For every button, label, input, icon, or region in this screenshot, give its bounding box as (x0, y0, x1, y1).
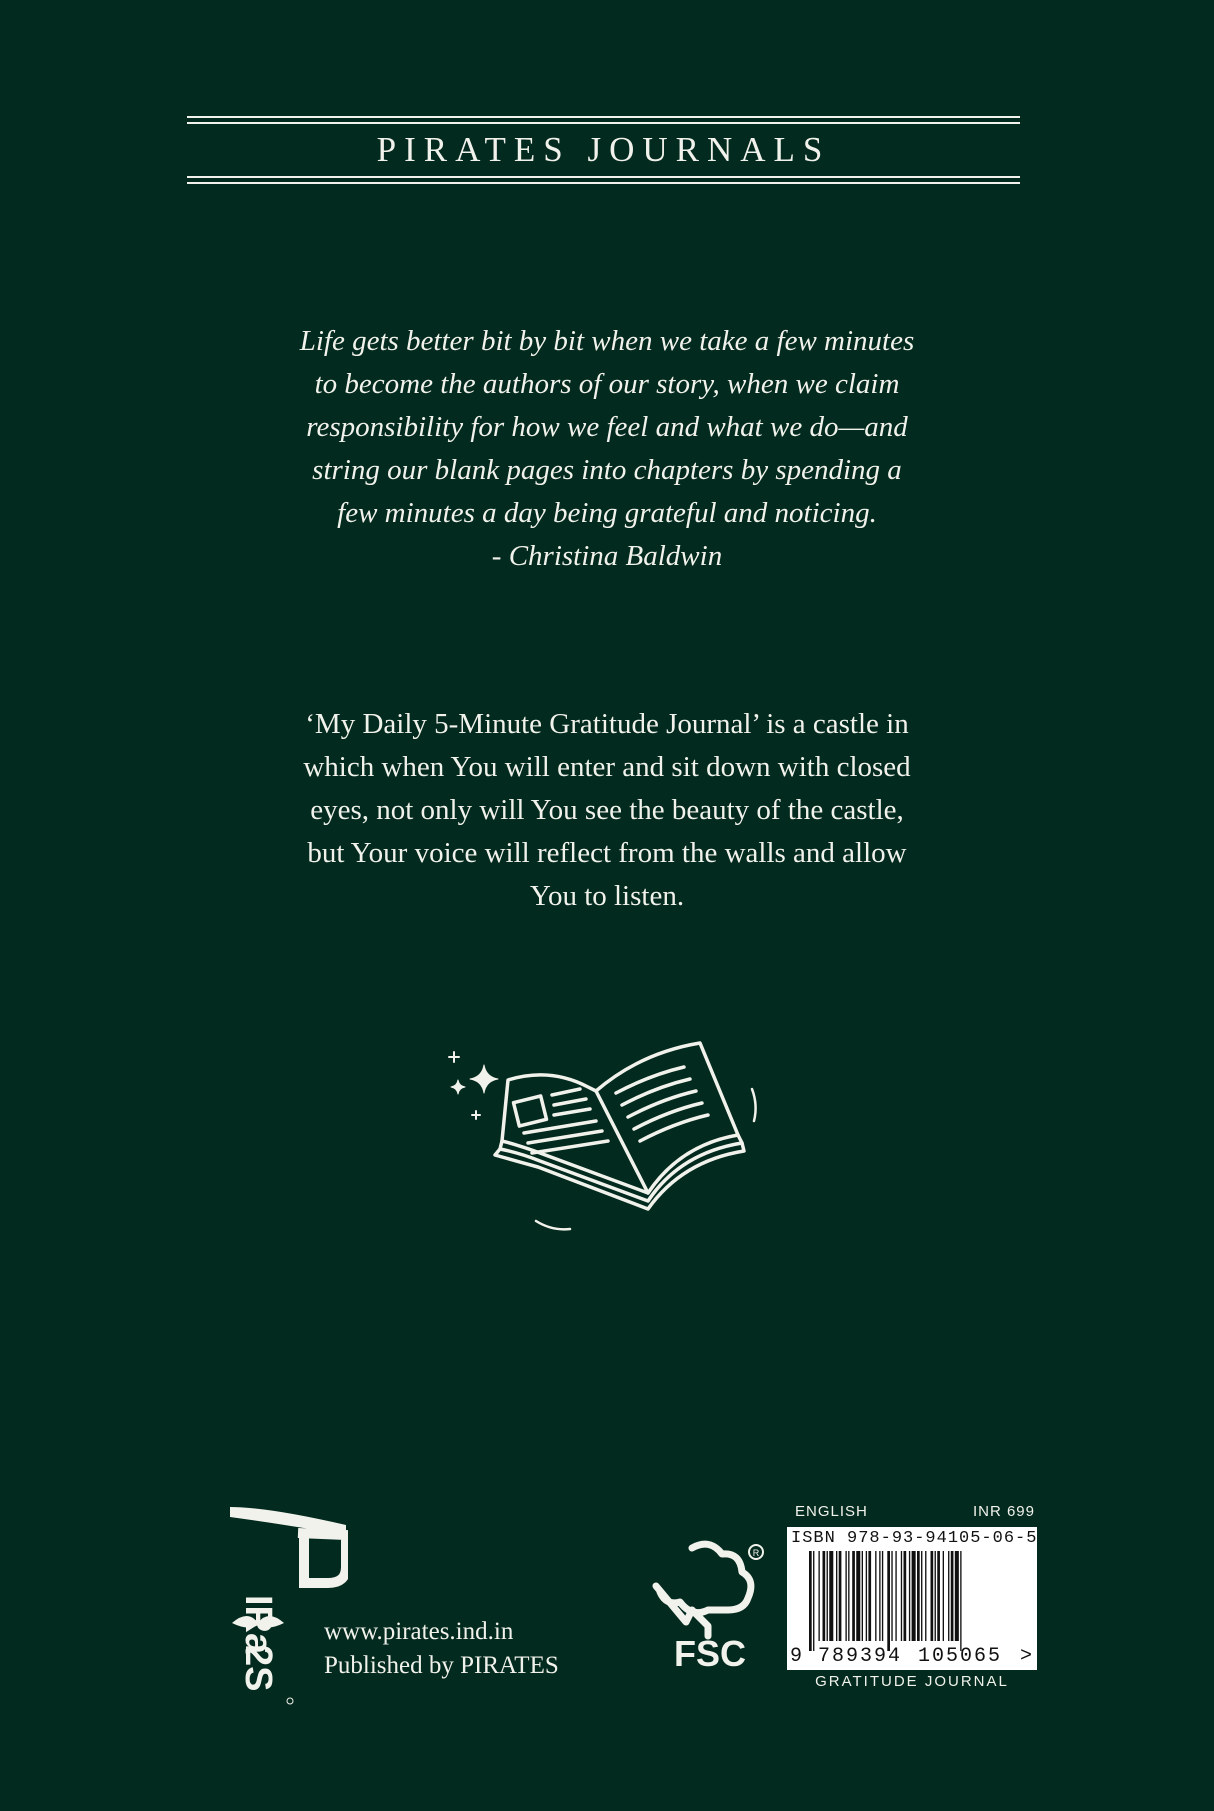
barcode-bar (887, 1551, 890, 1651)
barcode-bar (909, 1551, 910, 1641)
barcode-bar (901, 1551, 902, 1641)
blurb (150, 703, 1064, 918)
series-title: PIRATES JOURNALS (376, 130, 831, 169)
barcode-bar (948, 1551, 949, 1641)
barcode-bar (845, 1551, 846, 1641)
barcode-bar (866, 1551, 867, 1641)
barcode-bar (848, 1551, 849, 1641)
blurb-line: but Your voice will reflect from the walls and allow (307, 837, 907, 869)
barcode-digit-end: > (1020, 1645, 1033, 1668)
barcode-bar (937, 1551, 940, 1641)
barcode-bar (862, 1551, 863, 1641)
barcode-bars (809, 1551, 1015, 1651)
barcode-bar (875, 1551, 876, 1641)
barcode-bar (955, 1551, 959, 1641)
fsc-label: FSC (674, 1633, 746, 1670)
isbn-label: ISBN 978-93-94105-06-5 (791, 1529, 1038, 1548)
barcode-bar (921, 1551, 922, 1641)
svg-text:R: R (752, 1548, 760, 1558)
barcode-bar (891, 1551, 892, 1641)
barcode-bar (943, 1551, 944, 1641)
barcode-bar (827, 1551, 828, 1641)
barcode-bar (951, 1551, 954, 1641)
publisher-name: Published by PIRATES (324, 1652, 559, 1679)
header-rule (187, 122, 1020, 124)
barcode-bar (925, 1551, 926, 1641)
barcode-digits-right: 105065 (918, 1645, 1003, 1668)
quote-line: string our blank pages into chapters by spending a (312, 454, 902, 486)
barcode-caption: GRATITUDE JOURNAL (815, 1673, 1009, 1690)
blurb-line: You to listen. (529, 880, 685, 912)
barcode-bar (917, 1551, 920, 1641)
publisher-website[interactable]: www.pirates.ind.in (324, 1618, 514, 1645)
svg-text:2S: 2S (237, 1645, 279, 1692)
barcode-bar (839, 1551, 842, 1641)
barcode-bar (960, 1551, 961, 1651)
barcode-bar (836, 1551, 837, 1641)
barcode-bar (868, 1551, 871, 1641)
quote-line: to become the authors of our story, when we claim (314, 368, 900, 400)
barcode (787, 1527, 1037, 1670)
barcode-bar (912, 1551, 916, 1641)
header-rule (187, 182, 1020, 184)
language-label: ENGLISH (795, 1503, 868, 1520)
price-label: INR 699 (972, 1503, 1035, 1520)
barcode-bar (935, 1551, 936, 1641)
blurb-line: which when You will enter and sit down with closed (303, 751, 911, 783)
barcode-bar (895, 1551, 896, 1641)
quote-line: few minutes a day being grateful and noticing. (337, 497, 877, 529)
blurb-line: ‘My Daily 5-Minute Gratitude Journal’ is a castle in (305, 708, 909, 740)
barcode-bar (852, 1551, 855, 1641)
barcode-bar (813, 1551, 814, 1651)
barcode-bar (809, 1551, 812, 1651)
svg-text:IRa: IRa (237, 1595, 279, 1655)
fsc-tree-logo (652, 1540, 767, 1670)
barcode-bar (823, 1551, 826, 1641)
barcode-bar (904, 1551, 907, 1641)
barcode-bar (879, 1551, 880, 1641)
header-rule (187, 176, 1020, 178)
publisher-info (324, 1615, 559, 1683)
barcode-digits-left: 789394 (818, 1645, 903, 1668)
barcode-bar (931, 1551, 934, 1641)
quote-line: Life gets better bit by bit when we take a few minutes (299, 325, 915, 357)
open-book-sparkles-icon (440, 1025, 770, 1245)
barcode-digit-first: 9 (790, 1645, 803, 1668)
header-rule (187, 116, 1020, 118)
barcode-bar (882, 1551, 883, 1641)
barcode-bar (829, 1551, 833, 1641)
blurb-line: eyes, not only will You see the beauty of the castle, (310, 794, 904, 826)
quote-attribution: - Christina Baldwin (491, 540, 723, 572)
barcode-bar (856, 1551, 860, 1641)
quote (150, 320, 1064, 578)
series-header (187, 116, 1020, 186)
quote-line: responsibility for how we feel and what we do—and (306, 411, 908, 443)
barcode-bar (818, 1551, 819, 1641)
